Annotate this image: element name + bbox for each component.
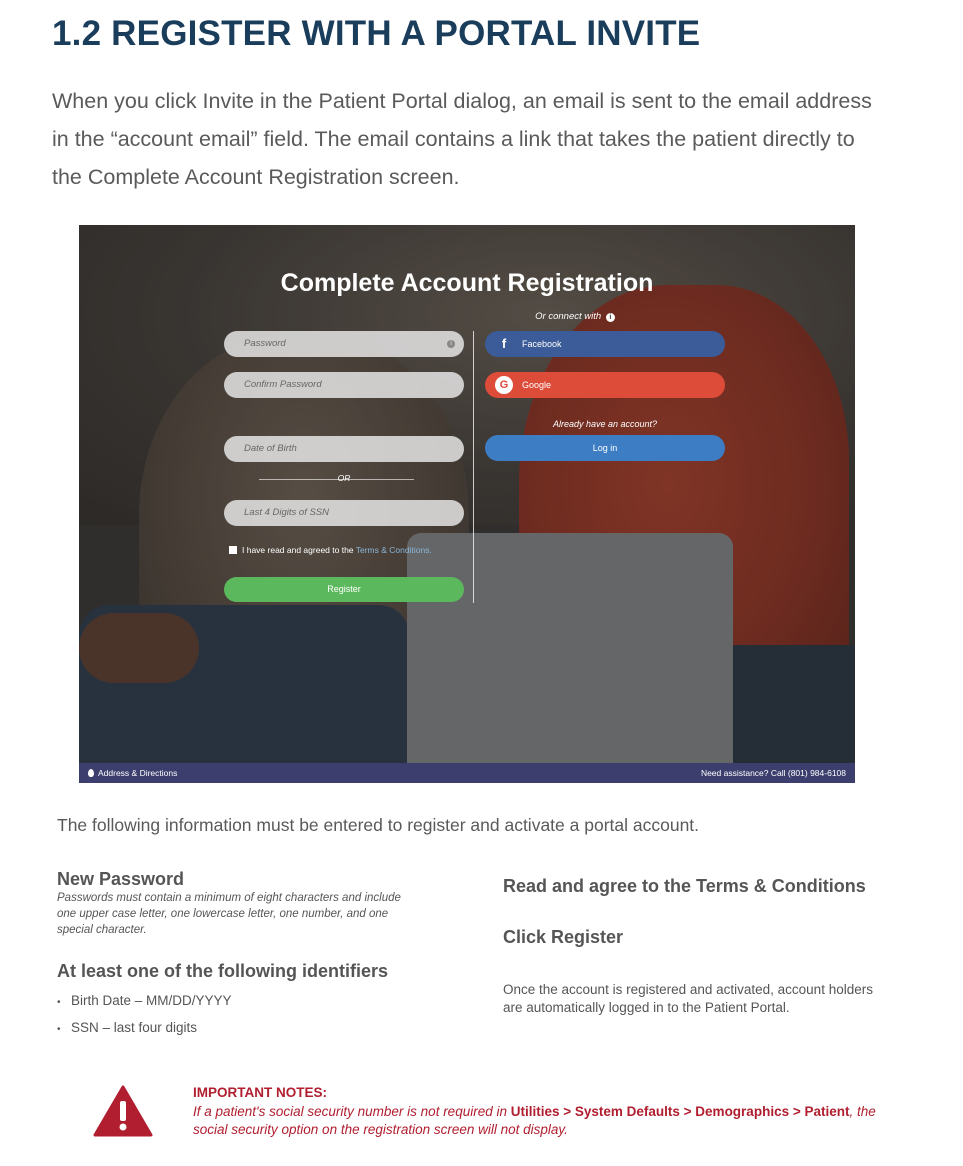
terms-checkbox[interactable] <box>229 546 237 554</box>
settings-path: Utilities > System Defaults > Demographics > Patient <box>510 1104 850 1119</box>
password-input[interactable] <box>224 331 464 357</box>
confirm-password-placeholder: Confirm Password <box>244 379 322 390</box>
registered-note: Once the account is registered and activated, account holders are automatically logged in to the Patient Portal. <box>503 982 873 1015</box>
location-pin-icon <box>88 769 94 777</box>
identifiers-list <box>57 988 232 1042</box>
google-icon: G <box>495 376 513 394</box>
list-item: • Birth Date – MM/DD/YYYY <box>57 988 232 1015</box>
ssn-input[interactable] <box>224 500 464 526</box>
terms-text: I have read and agreed to the <box>242 545 354 555</box>
terms-title: Read and agree to the Terms & Conditions <box>503 876 866 896</box>
date-of-birth-placeholder: Date of Birth <box>244 443 297 454</box>
info-icon: i <box>606 313 615 322</box>
new-password-desc: Passwords must contain a minimum of eight characters and include one upper case letter, one lowercase letter, one number, and one special character. <box>57 892 401 936</box>
intro-paragraph: When you click Invite in the Patient Portal dialog, an email is sent to the email address in the “account email” field. The email contains a link that takes the patient directly to the Complete Account Registration screen. <box>52 89 872 189</box>
password-placeholder: Password <box>244 338 286 349</box>
important-notes-title: IMPORTANT NOTES: <box>193 1085 327 1100</box>
click-register-title: Click Register <box>503 927 624 947</box>
column-divider <box>473 331 474 603</box>
google-button[interactable] <box>485 372 725 398</box>
important-notes-body <box>193 1103 893 1139</box>
login-button[interactable]: Log in <box>485 435 725 461</box>
facebook-button[interactable] <box>485 331 725 357</box>
confirm-password-input[interactable] <box>224 372 464 398</box>
address-label: Address & Directions <box>98 768 178 778</box>
ssn-placeholder: Last 4 Digits of SSN <box>244 507 330 518</box>
or-label: OR <box>337 473 351 483</box>
already-have-account: Already have an account? <box>552 419 658 429</box>
list-item: • SSN – last four digits <box>57 1015 232 1042</box>
photo-overlay <box>79 225 855 783</box>
google-label: Google <box>522 380 552 390</box>
info-icon[interactable]: i <box>447 340 455 348</box>
page-heading: 1.2 REGISTER WITH A PORTAL INVITE <box>52 14 701 53</box>
assistance-text: Need assistance? Call (801) 984-6108 <box>700 768 846 778</box>
terms-row <box>229 545 432 555</box>
lead-paragraph: The following information must be entered to register and activate a portal account. <box>57 815 700 835</box>
date-of-birth-input[interactable] <box>224 436 464 462</box>
address-link[interactable] <box>88 763 177 783</box>
warning-icon <box>93 1085 153 1137</box>
important-text-2: , the social security option on the registration screen will not display. <box>193 1104 876 1137</box>
facebook-icon: f <box>501 336 507 351</box>
register-button[interactable]: Register <box>224 577 464 602</box>
terms-link[interactable]: Terms & Conditions. <box>355 545 432 555</box>
connect-text: Or connect with <box>535 311 602 322</box>
identifiers-title: At least one of the following identifiers <box>57 961 389 981</box>
registration-title: Complete Account Registration <box>280 269 654 297</box>
facebook-label: Facebook <box>522 339 562 349</box>
connect-label <box>485 311 665 322</box>
important-text-1: If a patient's social security number is not required in <box>193 1104 511 1119</box>
screenshot-footer <box>79 763 855 783</box>
registration-screenshot <box>79 225 855 783</box>
new-password-title: New Password <box>57 869 185 889</box>
